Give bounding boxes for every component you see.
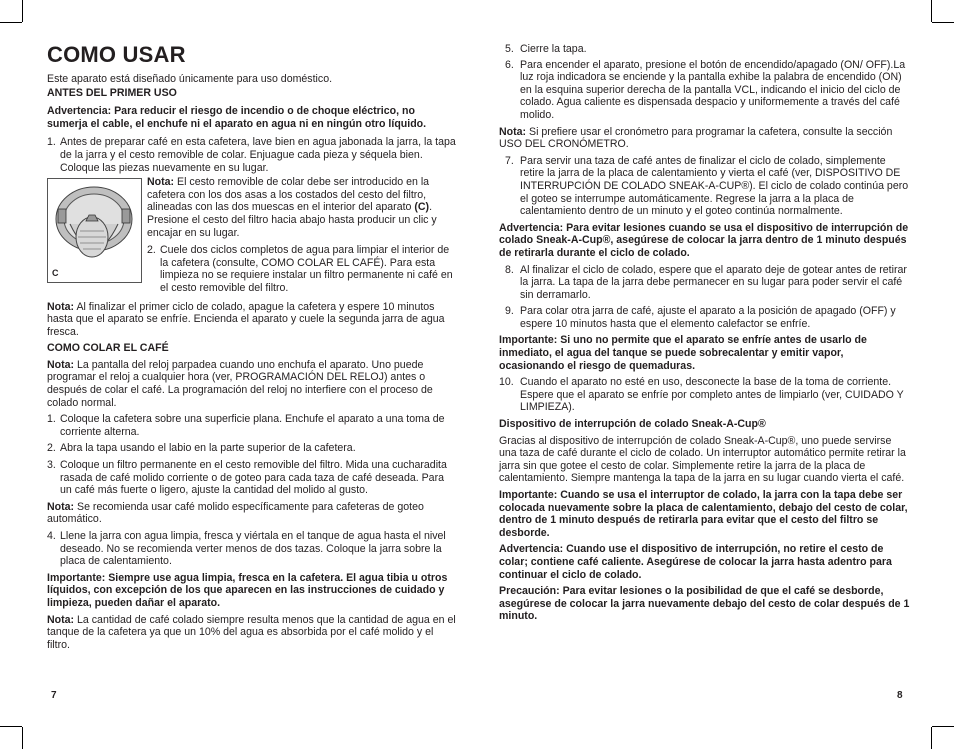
section-heading: ANTES DEL PRIMER USO bbox=[47, 86, 177, 99]
crop-mark bbox=[0, 22, 22, 23]
important: Importante: Si uno no permite que el aparato se enfríe antes de usarlo de inmediato, el agua del tanque se puede sobrecalentar y emitir vapor, ocasionando el riesgo de quemaduras. bbox=[499, 334, 867, 372]
page-number: 8 bbox=[897, 690, 903, 701]
crop-mark bbox=[931, 727, 932, 749]
list-item: 6. Para encender el aparato, presione el botón de encendido/apagado (ON/ OFF).La luz roja indicadora se enciende y la pantalla exhibe la palabra de encendido (ON) en la esquina superior derecha de la pantalla VCL, indicando el inicio del ciclo de colado. Agua caliente es dispensada despacio y uniformemente a través del café molido. bbox=[505, 58, 906, 121]
caution: Precaución: Para evitar lesiones o la posibilidad de que el café se desborde, asegúrese de colocar la jarra nuevamente debajo del cesto de colar después de 1 minuto. bbox=[499, 585, 910, 623]
note: Nota: Se recomienda usar café molido específicamente para cafeteras de goteo automático. bbox=[47, 500, 424, 526]
crop-mark bbox=[22, 0, 23, 22]
figure-label: C bbox=[52, 268, 59, 278]
page-title: COMO USAR bbox=[47, 42, 186, 67]
list-item: 2. Cuele dos ciclos completos de agua para limpiar el interior de la cafetera (consulte, COMO COLAR EL CAFÉ). Para esta limpieza no se requiere instalar un filtro permanente ni café en el cesto removible del filtro. bbox=[147, 244, 453, 294]
list-item: 3. Coloque un filtro permanente en el cesto removible del filtro. Mida una cucharadita rasada de café molido corriente o de goteo para cada taza de café deseada. Para un café más fuerte o ligero, ajuste la cantidad del molido al gusto. bbox=[47, 459, 447, 497]
list-item: 8. Al finalizar el ciclo de colado, espere que el aparato deje de gotear antes de retirar la jarra. La tapa de la jarra debe permanecer en su lugar para poder servir el café sin derramarlo. bbox=[505, 263, 907, 301]
filter-basket-illustration bbox=[48, 179, 141, 282]
crop-mark bbox=[932, 22, 954, 23]
note: Nota: Al finalizar el primer ciclo de colado, apague la cafetera y espere 10 minutos hasta que el aparato se enfríe. Encienda el aparato y cuele la segunda jarra de agua fresca. bbox=[47, 300, 445, 338]
list-item: 10. Cuando el aparato no esté en uso, desconecte la base de la toma de corriente. Espere que el aparato se enfríe por completo antes de limpiarlo (ver, CUIDADO Y LIMPIEZA). bbox=[499, 376, 904, 414]
crop-mark bbox=[0, 726, 22, 727]
warning: Advertencia: Cuando use el dispositivo de interrupción, no retire el cesto de colar; contiene café caliente. Asegúrese de colocar la jarra hasta adentro para continuar el ciclo de colado. bbox=[499, 543, 892, 581]
note: Nota: La cantidad de café colado siempre resulta menos que la cantidad de agua en el tanque de la cafetera ya que un 10% del agua es absorbida por el café molido y el filtro. bbox=[47, 613, 456, 651]
crop-mark bbox=[22, 727, 23, 749]
warning: Advertencia: Para reducir el riesgo de incendio o de choque eléctrico, no sumerja el cable, el enchufe ni el aparato en agua ni en ningún otro líquido. bbox=[47, 105, 427, 130]
note: Nota: El cesto removible de colar debe ser introducido en la cafetera con los dos asas a los costados del cesto del filtro, alineadas con las dos muescas en el interior del aparato (C). Presione el cesto del filtro hacia abajo hasta producir un clic y encajar en su lugar. bbox=[147, 176, 437, 239]
crop-mark bbox=[932, 726, 954, 727]
right-column bbox=[499, 43, 911, 623]
intro: Este aparato está diseñado únicamente para uso doméstico. bbox=[47, 73, 333, 85]
figure-filter-basket bbox=[47, 178, 142, 283]
important: Importante: Siempre use agua limpia, fresca en la cafetera. El agua tibia u otros líquidos, con excepción de los que aparecen en las instrucciones de cuidado y limpieza, pueden dañar el aparato. bbox=[47, 571, 448, 609]
warning: Advertencia: Para evitar lesiones cuando se usa el dispositivo de interrupción de colado Sneak-A-Cup®, asegúrese de colocar la jarra dentro de 1 minuto después de retirarla durante el ciclo de colado. bbox=[499, 221, 909, 259]
list-item: 4. Llene la jarra con agua limpia, fresca y viértala en el tanque de agua hasta el nivel deseado. No se recomienda verter menos de dos tazas. Coloque la jarra sobre la placa de calentamiento. bbox=[47, 530, 446, 568]
page-number: 7 bbox=[51, 690, 57, 701]
list-item: 5. Cierre la tapa. bbox=[505, 43, 587, 55]
list-item: 9. Para colar otra jarra de café, ajuste el aparato a la posición de apagado (OFF) y espere 10 minutos hasta que el elemento calefactor se enfríe. bbox=[505, 305, 896, 330]
list-item: 1. Antes de preparar café en esta cafetera, lave bien en agua jabonada la jarra, la tapa de la jarra y el cesto removible de colar. Enjuague cada pieza y séquela bien. Coloque las piezas nuevamente en su lugar. bbox=[47, 136, 456, 174]
list-item: 7. Para servir una taza de café antes de finalizar el ciclo de colado, simplemente retire la jarra de la placa de calentamiento y vierta el café (ver, DISPOSITIVO DE INTERRUPCIÓN DE COLADO SNEAK-A-CUP®). El ciclo de colado continúa pero el goteo se interrumpe automáticamente. Regrese la jarra a la placa de calentamiento dentro de un minuto y el goteo continúa normalmente. bbox=[505, 154, 909, 218]
note-block bbox=[147, 176, 457, 294]
note: Nota: La pantalla del reloj parpadea cuando uno enchufa el aparato. Uno puede programar el reloj a cualquier hora (ver, PROGRAMACIÓN DEL RELOJ) antes o después de colar el café. La programación del reloj no interfiere con el proceso de colado normal. bbox=[47, 358, 433, 409]
list-item: 1. Coloque la cafetera sobre una superficie plana. Enchufe el aparato a una toma de corriente alterna. bbox=[47, 413, 445, 438]
important: Importante: Cuando se usa el interruptor de colado, la jarra con la tapa debe ser colocada nuevamente sobre la placa de calentamiento, debajo del cesto de colar, dentro de 1 minuto después de retirarla para evitar que el cesto del filtro se desborde. bbox=[499, 489, 908, 539]
section-heading: Dispositivo de interrupción de colado Sneak-A-Cup® bbox=[499, 418, 766, 431]
paragraph: Gracias al dispositivo de interrupción de colado Sneak-A-Cup®, uno puede servirse una taza de café durante el ciclo de colado. Un interruptor automático permite retirar la jarra sin que gotee el cesto de colar. Simplemente retire la jarra de la placa de calentamiento. Siempre mantenga la tapa de la jarra en su lugar cuando vierta el café. bbox=[499, 434, 906, 485]
note: Nota: Si prefiere usar el cronómetro para programar la cafetera, consulte la sección USO DEL CRONÓMETRO. bbox=[499, 125, 893, 151]
crop-mark bbox=[931, 0, 932, 22]
section-heading: COMO COLAR EL CAFÉ bbox=[47, 342, 169, 355]
left-column bbox=[47, 73, 457, 651]
list-item: 2. Abra la tapa usando el labio en la parte superior de la cafetera. bbox=[47, 442, 356, 455]
